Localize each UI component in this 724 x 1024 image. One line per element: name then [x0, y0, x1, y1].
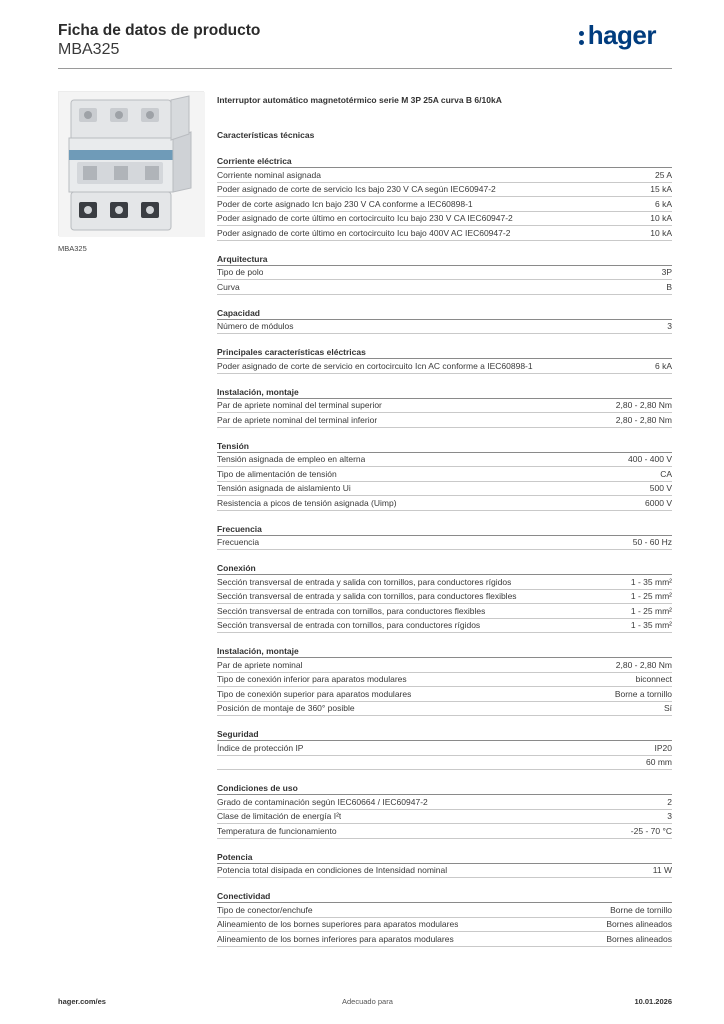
- spec-label: Curva: [217, 281, 240, 292]
- spec-label: Tipo de conexión superior para aparatos modulares: [217, 688, 412, 699]
- spec-row: [217, 467, 672, 482]
- spec-row: [217, 575, 672, 590]
- spec-row: [217, 702, 672, 717]
- spec-label: Tipo de polo: [217, 267, 264, 278]
- spec-section: [217, 386, 672, 428]
- spec-label: Frecuencia: [217, 537, 260, 548]
- spec-row: [217, 824, 672, 839]
- spec-label: Alineamiento de los bornes superiores para aparatos modulares: [217, 919, 459, 930]
- spec-value: 10 kA: [650, 227, 672, 238]
- spec-label: Poder asignado de corte de servicio Ics bajo 230 V CA según IEC60947-2: [217, 184, 496, 195]
- circuit-breaker-illustration: [59, 92, 205, 237]
- spec-value: 1 - 35 mm²: [630, 576, 672, 587]
- spec-section: [217, 851, 672, 879]
- spec-value: 50 - 60 Hz: [632, 537, 672, 548]
- spec-value: 60 mm: [646, 757, 672, 768]
- footer-website: hager.com/es: [58, 997, 106, 1006]
- spec-label: Tipo de alimentación de tensión: [217, 468, 337, 479]
- spec-label: Par de apriete nominal: [217, 659, 303, 670]
- spec-label: Par de apriete nominal del terminal inferior: [217, 414, 378, 425]
- spec-value: 25 A: [654, 169, 672, 180]
- spec-label: Poder de corte asignado Icn bajo 230 V CA conforme a IEC60898-1: [217, 198, 473, 209]
- spec-section: [217, 523, 672, 551]
- spec-section: [217, 346, 672, 374]
- section-title: Instalación, montaje: [217, 386, 672, 399]
- spec-row: [217, 590, 672, 605]
- spec-section: [217, 645, 672, 716]
- spec-value: Borne de tornillo: [610, 904, 672, 915]
- spec-value: 10 kA: [650, 213, 672, 224]
- product-image: [58, 91, 204, 236]
- spec-label: Clase de limitación de energía I²t: [217, 811, 342, 822]
- logo-dots-icon: [579, 28, 585, 48]
- spec-row: [217, 673, 672, 688]
- spec-label: Poder asignado de corte último en cortocircuito Icu bajo 400V AC IEC60947-2: [217, 227, 511, 238]
- spec-row: [217, 496, 672, 511]
- spec-value: 400 - 400 V: [628, 454, 672, 465]
- section-title: Conexión: [217, 562, 672, 575]
- spec-row: [217, 280, 672, 295]
- spec-section: [217, 253, 672, 295]
- spec-label: Número de módulos: [217, 321, 294, 332]
- section-title: Capacidad: [217, 307, 672, 320]
- spec-row: [217, 183, 672, 198]
- spec-value: 500 V: [649, 483, 672, 494]
- spec-row: [217, 604, 672, 619]
- section-title: Tensión: [217, 440, 672, 453]
- spec-row: [217, 399, 672, 414]
- spec-value: 3P: [661, 267, 672, 278]
- spec-sections: [217, 155, 672, 947]
- header-divider: [58, 68, 672, 69]
- spec-row: [217, 795, 672, 810]
- spec-label: Temperatura de funcionamiento: [217, 825, 337, 836]
- spec-row: [217, 320, 672, 335]
- spec-section: [217, 307, 672, 335]
- spec-label: Alineamiento de los bornes inferiores para aparatos modulares: [217, 933, 454, 944]
- page-title: Ficha de datos de producto: [58, 22, 261, 39]
- section-title: Condiciones de uso: [217, 782, 672, 795]
- section-title: Conectividad: [217, 890, 672, 903]
- spec-row: [217, 864, 672, 879]
- spec-value: 11 W: [652, 865, 672, 876]
- spec-label: Resistencia a picos de tensión asignada (Uimp): [217, 497, 397, 508]
- spec-value: 1 - 35 mm²: [630, 620, 672, 631]
- spec-label: Índice de protección IP: [217, 742, 304, 753]
- spec-row: [217, 266, 672, 281]
- spec-value: 2: [667, 796, 672, 807]
- spec-label: Posición de montaje de 360° posible: [217, 703, 355, 714]
- spec-label: Par de apriete nominal del terminal superior: [217, 400, 382, 411]
- spec-value: 1 - 25 mm²: [630, 605, 672, 616]
- spec-value: IP20: [654, 742, 672, 753]
- spec-row: [217, 168, 672, 183]
- spec-value: 6 kA: [654, 198, 672, 209]
- spec-value: Bornes alineados: [606, 933, 672, 944]
- spec-section: [217, 440, 672, 511]
- tech-heading: Características técnicas: [217, 130, 315, 140]
- spec-value: Borne a tornillo: [614, 688, 672, 699]
- spec-label: Poder asignado de corte de servicio en cortocircuito Icn AC conforme a IEC60898-1: [217, 360, 533, 371]
- spec-value: 2,80 - 2,80 Nm: [615, 414, 672, 425]
- spec-label: Corriente nominal asignada: [217, 169, 321, 180]
- spec-row: [217, 741, 672, 756]
- spec-section: [217, 155, 672, 241]
- page-header: [58, 20, 672, 68]
- spec-value: 15 kA: [650, 184, 672, 195]
- spec-row: [217, 197, 672, 212]
- section-title: Arquitectura: [217, 253, 672, 266]
- spec-row: [217, 619, 672, 634]
- spec-label: Tensión asignada de empleo en alterna: [217, 454, 366, 465]
- spec-content: [217, 94, 672, 947]
- spec-label: Sección transversal de entrada y salida con tornillos, para conductores flexibles: [217, 591, 517, 602]
- spec-row: [217, 536, 672, 551]
- footer-date: 10.01.2026: [634, 997, 672, 1006]
- section-title: Frecuencia: [217, 523, 672, 536]
- spec-label: Sección transversal de entrada con tornillos, para conductores flexibles: [217, 605, 486, 616]
- spec-row: [217, 212, 672, 227]
- spec-value: 1 - 25 mm²: [630, 591, 672, 602]
- spec-section: [217, 782, 672, 839]
- spec-row: [217, 453, 672, 468]
- spec-label: Poder asignado de corte último en cortocircuito Icu bajo 230 V CA IEC60947-2: [217, 213, 513, 224]
- spec-value: 3: [667, 321, 672, 332]
- spec-row: [217, 903, 672, 918]
- spec-row: [217, 359, 672, 374]
- spec-value: biconnect: [635, 674, 672, 685]
- spec-label: Tensión asignada de aislamiento Ui: [217, 483, 351, 494]
- spec-value: CA: [660, 468, 672, 479]
- spec-label: Tipo de conexión inferior para aparatos modulares: [217, 674, 407, 685]
- spec-label: Tipo de conector/enchufe: [217, 904, 313, 915]
- spec-section: [217, 728, 672, 770]
- spec-value: B: [666, 281, 672, 292]
- spec-row: [217, 482, 672, 497]
- spec-label: Sección transversal de entrada y salida con tornillos, para conductores rígidos: [217, 576, 512, 587]
- section-title: Instalación, montaje: [217, 645, 672, 658]
- product-description: Interruptor automático magnetotérmico serie M 3P 25A curva B 6/10kA: [217, 95, 502, 105]
- hager-logo: [579, 20, 656, 50]
- spec-label: Potencia total disipada en condiciones de Intensidad nominal: [217, 865, 448, 876]
- image-caption: MBA325: [58, 244, 87, 253]
- section-title: Seguridad: [217, 728, 672, 741]
- spec-row: [217, 226, 672, 241]
- spec-row: [217, 756, 672, 771]
- spec-row: [217, 932, 672, 947]
- section-title: Corriente eléctrica: [217, 155, 672, 168]
- spec-row: [217, 413, 672, 428]
- logo-text: hager: [587, 19, 656, 50]
- spec-value: Bornes alineados: [606, 919, 672, 930]
- spec-row: [217, 810, 672, 825]
- spec-value: -25 - 70 °C: [630, 825, 672, 836]
- spec-row: [217, 687, 672, 702]
- spec-value: 3: [667, 811, 672, 822]
- spec-value: Sí: [663, 703, 672, 714]
- footer-suitable-for: Adecuado para: [342, 997, 393, 1006]
- spec-section: [217, 890, 672, 947]
- product-reference: MBA325: [58, 41, 120, 58]
- spec-label: Sección transversal de entrada con tornillos, para conductores rígidos: [217, 620, 481, 631]
- spec-value: 2,80 - 2,80 Nm: [615, 659, 672, 670]
- spec-value: 6000 V: [645, 497, 672, 508]
- spec-section: [217, 562, 672, 633]
- section-title: Principales características eléctricas: [217, 346, 672, 359]
- spec-value: 2,80 - 2,80 Nm: [615, 400, 672, 411]
- spec-label: Grado de contaminación según IEC60664 / IEC60947-2: [217, 796, 428, 807]
- spec-value: 6 kA: [654, 360, 672, 371]
- spec-row: [217, 658, 672, 673]
- section-title: Potencia: [217, 851, 672, 864]
- spec-row: [217, 918, 672, 933]
